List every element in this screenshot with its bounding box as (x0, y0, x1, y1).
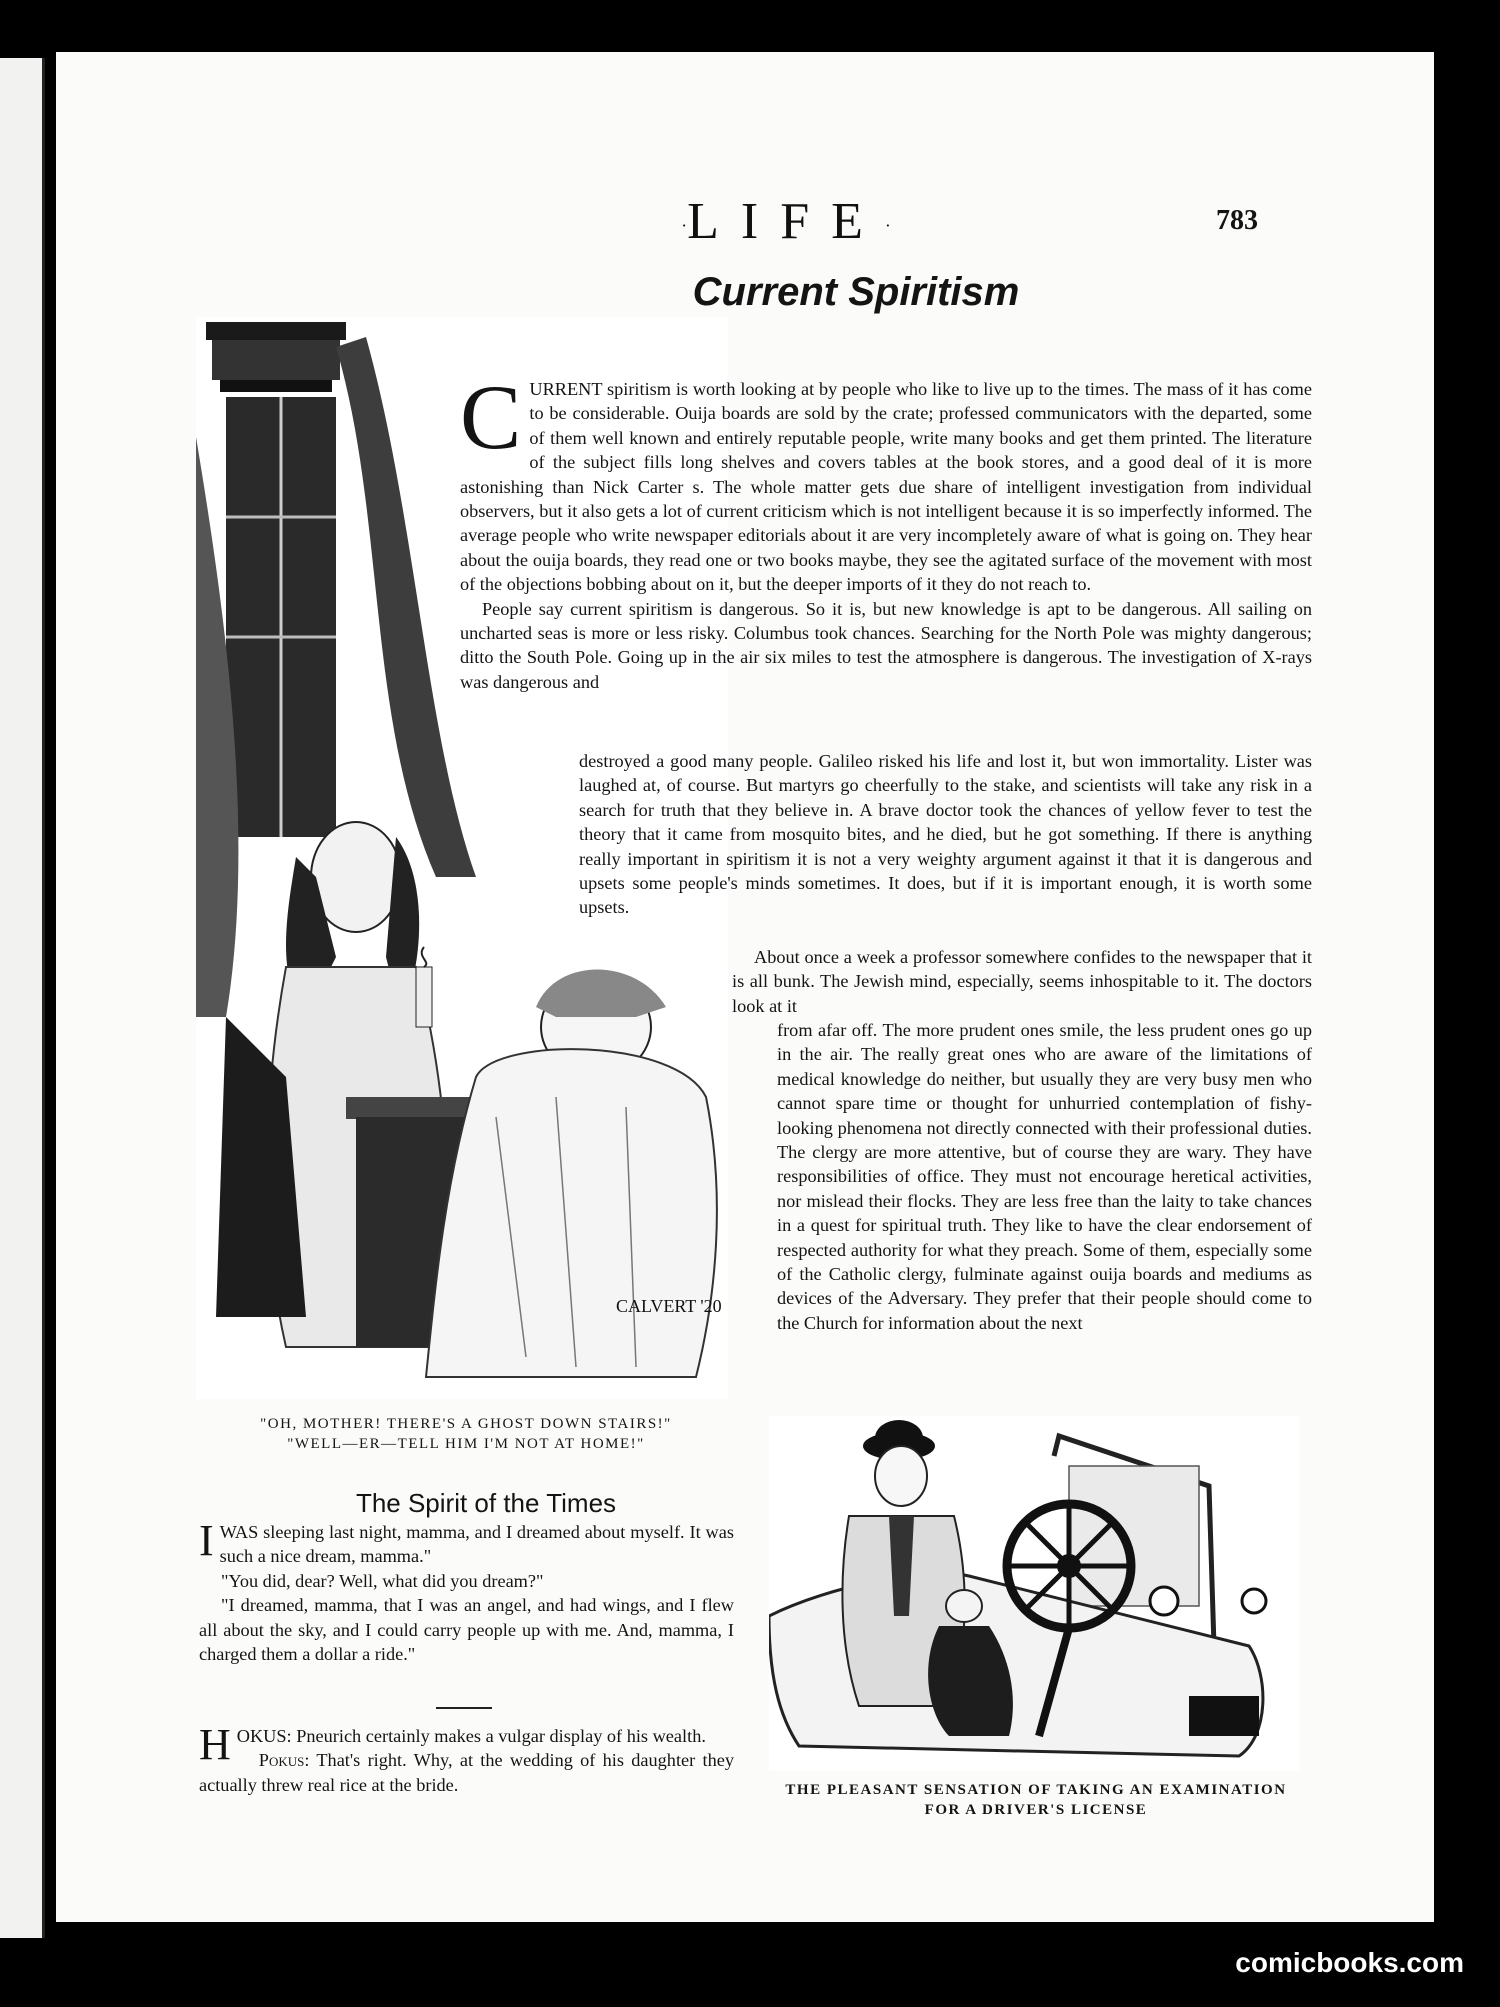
pokus-line-text: That's right. Why, at the wedding of his daughter they actually threw real rice at the bride. (199, 1750, 734, 1795)
pokus-line (199, 1748, 734, 1797)
article-paragraph-2b: destroyed a good many people. Galileo risked his life and lost it, but won immortality. Lister was laughed at, of course. But martyrs go cheerfully to the stake, and scientists will take any risk in a search for truth that they believe in. A brave doctor took the chances of yellow fever to test the theory that it came from mosquito bites, and he died, but he got something. If there is anything really important in spiritism it is not a very weighty argument against it that it is dangerous and upsets some people's minds sometimes. It does, but if it is important enough, it is worth some upsets. (579, 751, 1312, 918)
article-paragraph-1 (460, 366, 1312, 597)
car-caption-line1: THE PLEASANT SENSATION OF TAKING AN EXAMINATION (785, 1782, 1287, 1798)
car-drawing (769, 1416, 1299, 1771)
magazine-page (56, 52, 1434, 1922)
hokus-speaker: OKUS: (236, 1726, 292, 1746)
spirit-title: The Spirit of the Times (355, 1488, 617, 1518)
ghost-signature: CALVERT '20 (616, 1296, 722, 1316)
ghost-caption-line1: "OH, MOTHER! THERE'S A GHOST DOWN STAIRS!" (260, 1416, 672, 1432)
page-number: 783 (1216, 205, 1258, 236)
article-block-4 (777, 1018, 1312, 1335)
article-paragraph-2a: People say current spiritism is dangerous. So it is, but new knowledge is apt to be dangerous. All sailing on uncharted seas is more or less risky. Columbus took chances. Searching for the North Pole was mighty dangerous; ditto the South Pole. Going up in the air six miles to test the atmosphere is dangerous. The investigation of X-rays was dangerous and (460, 598, 1312, 692)
masthead-text: LIFE (687, 193, 885, 250)
facing-page-edge (0, 58, 45, 1938)
article-block-2 (579, 749, 1312, 920)
ghost-caption (216, 1414, 716, 1454)
drop-cap-h: H (199, 1720, 231, 1769)
article-block-1 (460, 366, 1312, 694)
article-paragraph-1-text: URRENT spiritism is worth looking at by people who like to live up to the times. The mass of it has come to be considerable. Ouija boards are sold by the crate; professed communicators with the departed, some of them well known and entirely reputable people, write many books and get them printed. The literature of the subject fills long shelves and covers tables at the book stores, and a good deal of it is more astonishing than Nick Carter s. The whole matter gets due share of intelligent investigation from individual observers, but it also gets a lot of current criticism which is not intelligent because it is so imperfectly informed. The average people who write newspaper editorials about it are very incompletely aware of what is going on. They hear about the ouija boards, they read one or two books maybe, they see the agitated surface of the movement with most of the objections bobbing about on it, but the deeper imports of it they do not reach to. (460, 379, 1312, 595)
ghost-caption-line2: "WELL—ER—TELL HIM I'M NOT AT HOME!" (287, 1436, 645, 1452)
article-paragraph-3a: About once a week a professor somewhere confides to the newspaper that it is all bunk. The Jewish mind, especially, seems inhospitable to it. The doctors look at it (732, 947, 1312, 1016)
pokus-speaker: Pokus: (258, 1750, 310, 1771)
drop-cap-c: C (460, 366, 522, 468)
masthead-dot-right: · (884, 215, 891, 236)
masthead (616, 192, 956, 251)
hokus-pokus-joke (199, 1720, 734, 1797)
hokus-line-text: Pneurich certainly makes a vulgar display of his wealth. (296, 1726, 706, 1746)
article-block-3 (732, 945, 1312, 1018)
spirit-paragraph-2: "You did, dear? Well, what did you dream?" (221, 1570, 544, 1591)
watermark: comicbooks.com (1235, 1947, 1464, 1978)
spirit-body (199, 1516, 734, 1666)
spirit-paragraph-1-text: WAS sleeping last night, mamma, and I dreamed about myself. It was such a nice dream, mamma." (219, 1522, 734, 1567)
car-caption-line2: FOR A DRIVER'S LICENSE (924, 1802, 1148, 1818)
section-divider (436, 1707, 492, 1709)
car-illustration (769, 1416, 1299, 1771)
car-caption (756, 1780, 1316, 1820)
drop-cap-i: I (199, 1516, 214, 1565)
article-paragraph-3b: from afar off. The more prudent ones smile, the less prudent ones go up in the air. The really great ones who are aware of the limitations of medical knowledge do neither, but usually they are very busy men who cannot spare time or thought for unhurried contemplation of fishy-looking phenomena not directly connected with their professional duties. The clergy are more attentive, but of course they are wary. They have responsibilities of office. They must not encourage heretical activities, nor mislead their flocks. They are less free than the laity to take chances in a quest for spiritual truth. They like to have the clear endorsement of respected authority for what they preach. Some of them, especially some of the Catholic clergy, fulminate against ouija boards and mediums as devices of the Adversary. They prefer that their people should come to the Church for information about the next (777, 1020, 1312, 1333)
article-title: Current Spiritism (692, 270, 1020, 314)
masthead-dot-left: · (681, 215, 688, 236)
spirit-paragraph-3: "I dreamed, mamma, that I was an angel, and had wings, and I flew all about the sky, and I could carry people up with me. And, mamma, I charged them a dollar a ride." (199, 1595, 734, 1665)
spirit-paragraph-1 (199, 1516, 734, 1569)
